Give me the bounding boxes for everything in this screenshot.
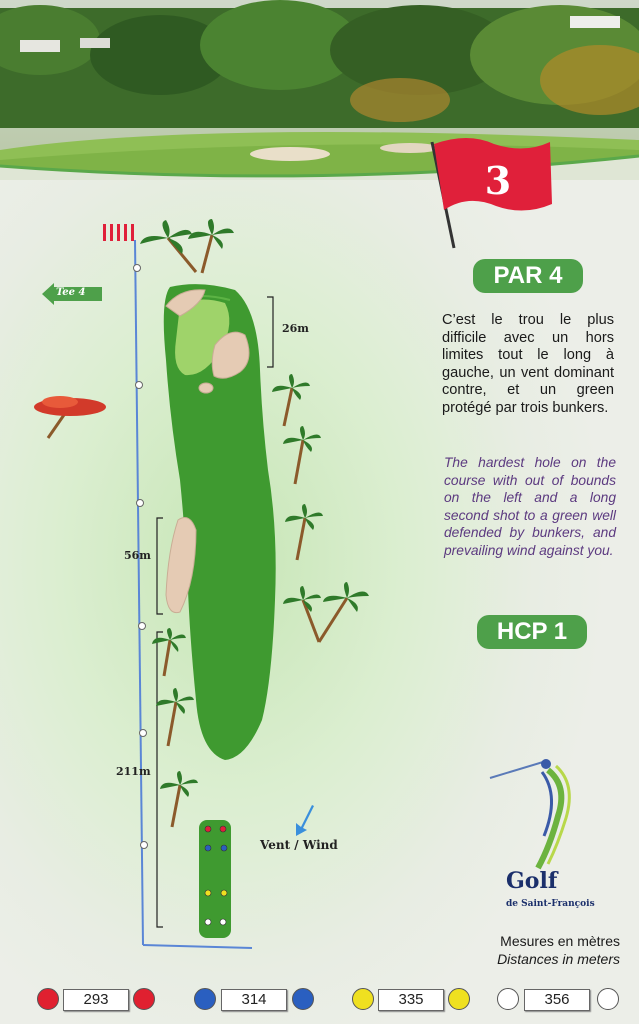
description-french: C’est le trou le plus difficile avec un hors limites tout le long à gauche, un vent dominant contre, et un green protégé par trois bunkers. — [442, 312, 614, 416]
tee-distances — [0, 984, 639, 1014]
distance-label: 56m — [124, 549, 151, 562]
tee-4-direction-tag — [42, 283, 104, 305]
par-badge: PAR 4 — [473, 259, 583, 293]
tee-tag-label: Tee 4 — [56, 287, 86, 298]
wind-label: Vent / Wind — [260, 838, 338, 852]
tee-white — [497, 984, 623, 1014]
tee-distance-value: 356 — [524, 989, 590, 1011]
out-of-bounds-stakes-icon — [103, 224, 134, 241]
hcp-badge: HCP 1 — [477, 615, 587, 649]
bunker — [199, 383, 213, 393]
distance-label: 26m — [282, 322, 309, 335]
logo-wordmark: Golf — [506, 868, 558, 894]
tee-red — [37, 984, 159, 1014]
white-tee-marker-icon — [497, 988, 519, 1010]
distance-label: 211m — [116, 765, 151, 778]
yellow-tee-marker-icon — [448, 988, 470, 1010]
flowering-tree-icon — [34, 396, 106, 438]
tee-box — [199, 820, 231, 938]
yellow-tee-marker-icon — [352, 988, 374, 1010]
measures-note-english: Distances in meters — [497, 951, 620, 967]
red-tee-marker-icon — [133, 988, 155, 1010]
tee-distance-value: 335 — [378, 989, 444, 1011]
golf-logo-icon — [488, 756, 578, 876]
wind-arrow-icon — [292, 803, 316, 837]
blue-tee-marker-icon — [194, 988, 216, 1010]
tee-distance-value: 293 — [63, 989, 129, 1011]
hole-number: 3 — [484, 158, 512, 203]
measures-note-french: Mesures en mètres — [500, 933, 620, 949]
logo-subtitle: de Saint-François — [506, 899, 595, 909]
description-english: The hardest hole on the course with out of bounds on the left and a long second shot to a green well defended by bunkers, and prevailing wind against you. — [444, 455, 616, 558]
blue-tee-marker-icon — [292, 988, 314, 1010]
tee-yellow — [352, 984, 474, 1014]
tee-blue — [194, 984, 318, 1014]
red-tee-marker-icon — [37, 988, 59, 1010]
tee-distance-value: 314 — [221, 989, 287, 1011]
white-tee-marker-icon — [597, 988, 619, 1010]
